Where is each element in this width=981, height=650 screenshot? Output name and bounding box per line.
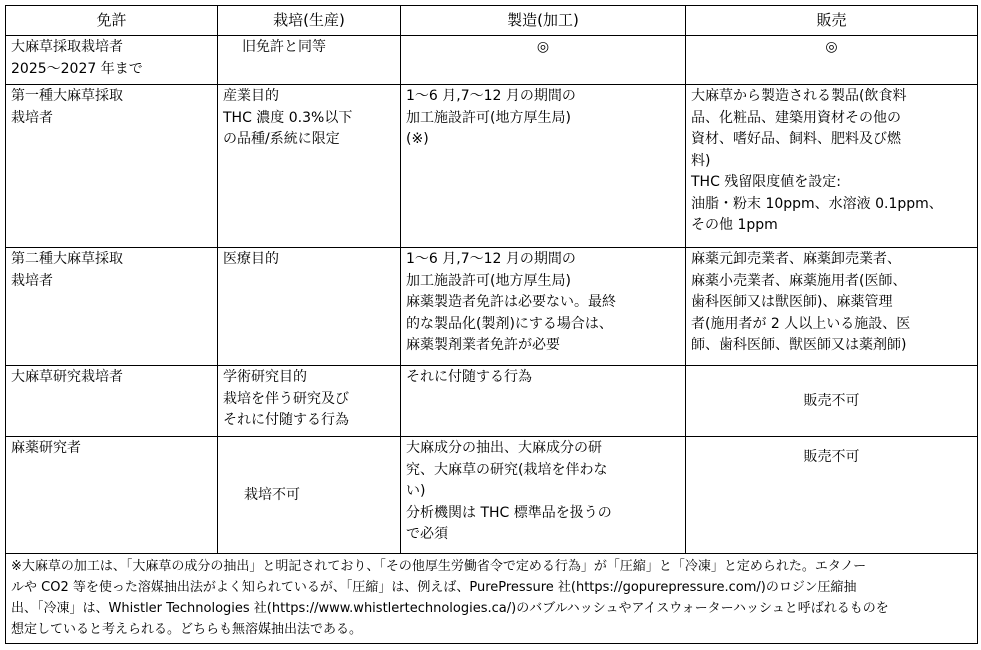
cell-line: 麻薬小売業者、麻薬施用者(医師、: [691, 272, 907, 289]
double-circle-mark: ◎: [536, 39, 550, 55]
sales-cell: [686, 36, 978, 85]
cell-line: の品種/系統に限定: [223, 131, 340, 147]
cell-line: 麻薬研究者: [11, 440, 81, 456]
cell-line: 歯科医師又は獣医師)、麻薬管理: [691, 294, 893, 310]
cell-line: THC 残留限度値を設定:: [691, 174, 842, 190]
cell-line: (※): [406, 131, 429, 147]
cell-line: 大麻成分の抽出、大麻成分の研: [406, 440, 602, 456]
cell-line: 資材、嗜好品、飼料、肥料及び燃: [691, 131, 901, 147]
cell-line: 販売不可: [803, 449, 860, 465]
cell-line: 大麻草研究栽培者: [11, 369, 123, 385]
cell-line: 油脂・粉末 10ppm、水溶液 0.1ppm、: [691, 195, 943, 212]
license-cell: [6, 85, 218, 248]
cell-line: 大麻草採取栽培者: [11, 39, 123, 55]
double-circle-mark: ◎: [825, 39, 838, 55]
cell-line: 栽培者: [11, 109, 53, 126]
cell-line: それに付随する行為: [223, 412, 349, 428]
cultivation-cell: [218, 36, 401, 85]
cell-line: 者(施用者が 2 人以上いる施設、医: [691, 315, 911, 332]
cell-line: 医療目的: [223, 251, 279, 267]
cell-line: 販売不可: [803, 392, 860, 409]
header-sales: 販売: [686, 6, 978, 36]
manufacturing-cell: [401, 85, 686, 248]
manufacturing-cell: [401, 366, 686, 437]
cell-line: 麻薬製剤業者免許が必要: [406, 337, 560, 353]
cell-line: 的な製品化(製剤)にする場合は、: [406, 315, 613, 332]
cell-line: で必須: [406, 526, 448, 542]
cell-line: い): [406, 483, 426, 499]
table-row: [6, 36, 978, 85]
note-line: 出、「冷凍」は、Whistler Technologies 社(https://www.whistlertechnologies.ca/)のバブルハッシュやアイスウォーターハッシュと呼ばれるものを: [11, 601, 889, 616]
sales-cell: [686, 366, 978, 437]
cell-line: 大麻草から製造される製品(飲食料: [691, 88, 907, 104]
cultivation-cell: [218, 85, 401, 248]
header-cultivation: 栽培(生産): [218, 6, 401, 36]
cell-line: その他 1ppm: [691, 217, 778, 233]
cell-line: 産業目的: [223, 88, 279, 104]
header-row: [6, 6, 978, 36]
cell-line: 分析機関は THC 標準品を扱うの: [406, 504, 612, 521]
sales-cell: [686, 248, 978, 366]
cell-line: 学術研究目的: [223, 369, 307, 385]
cell-line: 旧免許と同等: [242, 39, 326, 55]
cell-line: 第二種大麻草採取: [11, 251, 123, 267]
cell-line: 栽培を伴う研究及び: [223, 390, 349, 407]
cell-line: 1〜6 月,7〜12 月の期間の: [406, 88, 576, 104]
header-manufacturing: 製造(加工): [401, 6, 686, 36]
note-row: [6, 554, 978, 644]
license-comparison-document: [5, 5, 977, 646]
table-row: [6, 366, 978, 437]
header-license: 免許: [6, 6, 218, 36]
cell-line: 品、化粧品、建築用資材その他の: [691, 109, 901, 126]
license-cell: [6, 36, 218, 85]
table-row: [6, 437, 978, 554]
manufacturing-cell: [401, 36, 686, 85]
cell-line: 麻薬製造者免許は必要ない。最終: [406, 294, 616, 310]
manufacturing-cell: [401, 248, 686, 366]
cell-line: 2025〜2027 年まで: [11, 60, 143, 77]
sales-cell: [686, 85, 978, 248]
note-line: ※大麻草の加工は、「大麻草の成分の抽出」と明記されており、「その他厚生労働省令で定める行為」が「圧縮」と「冷凍」と定められた。エタノー: [11, 559, 867, 574]
cell-line: 第一種大麻草採取: [11, 88, 123, 104]
note-line: 想定していると考えられる。どちらも無溶媒抽出法である。: [11, 622, 363, 637]
cell-line: 栽培者: [11, 272, 53, 289]
cell-line: それに付随する行為: [406, 369, 532, 385]
table-row: [6, 85, 978, 248]
cell-line: 料): [691, 152, 711, 169]
cell-line: 究、大麻草の研究(栽培を伴わな: [406, 461, 608, 478]
license-cell: [6, 248, 218, 366]
cultivation-cell: [218, 437, 401, 554]
cell-line: THC 濃度 0.3%以下: [223, 109, 353, 126]
cell-line: 加工施設許可(地方厚生局): [406, 272, 571, 289]
table-row: [6, 248, 978, 366]
sales-cell: [686, 437, 978, 554]
license-table: [5, 5, 978, 644]
cell-line: 麻薬元卸売業者、麻薬卸売業者、: [691, 251, 901, 267]
cultivation-cell: [218, 366, 401, 437]
cell-line: 1〜6 月,7〜12 月の期間の: [406, 251, 576, 267]
note-line: ルや CO2 等を使った溶媒抽出法がよく知られているが、「圧縮」は、例えば、PurePressure 社(https://gopurepressure.com/)のロジン圧縮抽: [11, 580, 857, 595]
cell-line: 栽培不可: [244, 486, 300, 503]
license-cell: [6, 437, 218, 554]
cell-line: 師、歯科医師、獣医師又は薬剤師): [691, 337, 907, 353]
footnote: [6, 554, 978, 644]
cell-line: 加工施設許可(地方厚生局): [406, 109, 571, 126]
cultivation-cell: [218, 248, 401, 366]
license-cell: [6, 366, 218, 437]
manufacturing-cell: [401, 437, 686, 554]
